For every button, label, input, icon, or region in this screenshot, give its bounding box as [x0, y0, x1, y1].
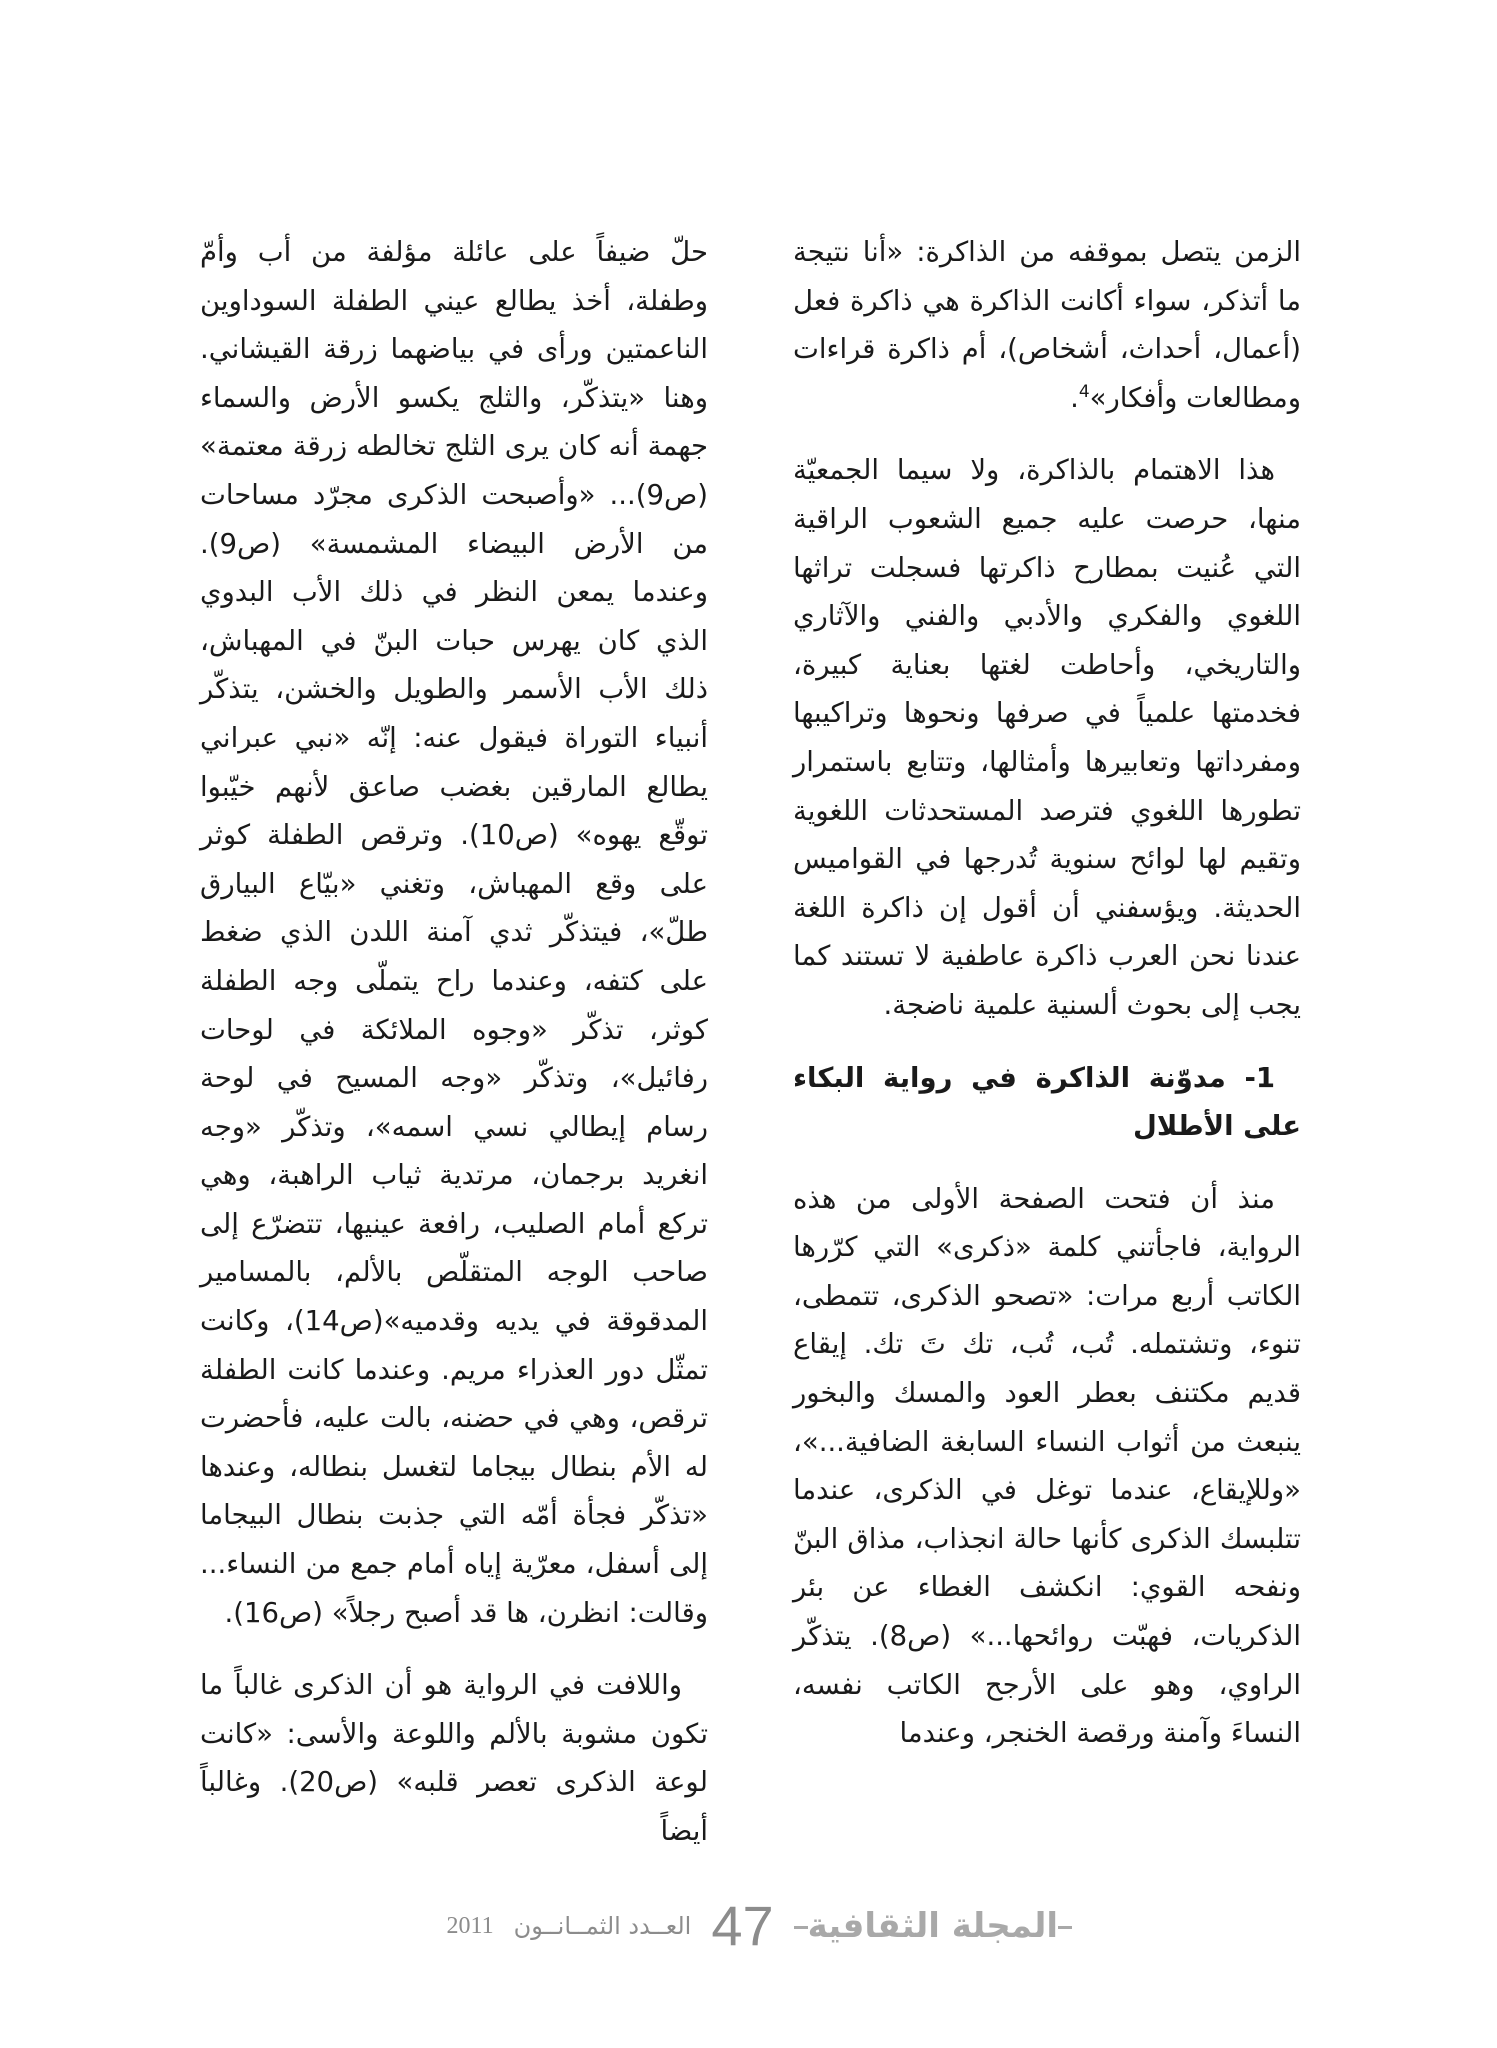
- magazine-name: [794, 1906, 1072, 1946]
- right-column: [793, 228, 1301, 1782]
- paragraph: واللافت في الرواية هو أن الذكرى غالباً ما تكون مشوبة بالألم واللوعة والأسى: «كانت لوعة الذكرى تعصر قلبه» (ص20). وغالباً أيضاً: [200, 1669, 709, 1847]
- paragraph-end: .: [1070, 381, 1079, 414]
- left-column: [200, 228, 708, 1880]
- paragraph: [793, 228, 1301, 422]
- page-number: 47: [711, 1894, 774, 1957]
- paragraph: حلّ ضيفاً على عائلة مؤلفة من أب وأمّ وطفلة، أخذ يطالع عيني الطفلة السوداوين الناعمتين ورأى في بياضهما زرقة القيشاني. وهنا «يتذكّر، والثلج يكسو الأرض والسماء جهمة أنه كان يرى الثلج تخالطه زرقة معتمة» (ص9)... «وأصبحت الذكرى مجرّد مساحات من الأرض البيضاء المشمسة» (ص9). وعندما يمعن النظر في ذلك الأب البدوي الذي كان يهرس حبات البنّ في المهباش، ذلك الأب الأسمر والطويل والخشن، يتذكّر أنبياء التوراة فيقول عنه: إنّه «نبي عبراني يطالع المارقين بغضب صاعق لأنهم خيّبوا توقّع يهوه» (ص10). وترقص الطفلة كوثر على وقع المهباش، وتغني «بيّاع البيارق طلّ»، فيتذكّر ثدي آمنة اللدن الذي ضغط على كتفه، وعندما راح يتملّى وجه الطفلة كوثر، تذكّر «وجوه الملائكة في لوحات رفائيل»، وتذكّر «وجه المسيح في لوحة رسام إيطالي نسي اسمه»، وتذكّر «وجه انغريد برجمان، مرتدية ثياب الراهبة، وهي تركع أمام الصليب، رافعة عينيها، تتضرّع إلى صاحب الوجه المتقلّص بالألم، بالمسامير المدقوقة في يديه وقدميه»(ص14)، وكانت تمثّل دور العذراء مريم. وعندما كانت الطفلة ترقص، وهي في حضنه، بالت عليه، فأحضرت له الأم بنطال بيجاما لتغسل بنطاله، وعندها «تذكّر فجأة أمّه التي جذبت بنطال البيجاما إلى أسفل، معرّية إياه أمام جمع من النساء... وقالت: انظرن، ها قد أصبح رجلاً» (ص16).: [200, 236, 708, 1629]
- decorative-rule: [1058, 1926, 1072, 1929]
- section-heading: 1- مدوّنة الذاكرة في رواية البكاء على الأطلال: [793, 1061, 1301, 1143]
- footnote-marker: 4: [1078, 381, 1090, 402]
- footer-content: [446, 1894, 1072, 1957]
- decorative-rule: [794, 1926, 808, 1929]
- page-footer: [0, 1894, 1497, 1958]
- magazine-name-text: المجلة الثقافية: [807, 1906, 1058, 1946]
- issue-label: العــدد الثمــانــون: [513, 1912, 692, 1940]
- paragraph: منذ أن فتحت الصفحة الأولى من هذه الرواية، فاجأتني كلمة «ذكرى» التي كرّرها الكاتب أربع مرات: «تصحو الذكرى، تتمطى، تنوء، وتشتمله. تُب، تُب، تك تَ تك. إيقاع قديم مكتنف بعطر العود والمسك والبخور ينبعث من أثواب النساء السابغة الضافية...»، «وللإيقاع، عندما توغل في الذكرى، عندما تتلبسك الذكرى كأنها حالة انجذاب، مذاق البنّ ونفحه القوي: انكشف الغطاء عن بئر الذكريات، فهبّت روائحها...» (ص8). يتذكّر الراوي، وهو على الأرجح الكاتب نفسه، النساءَ وآمنة ورقصة الخنجر، وعندما: [793, 1182, 1301, 1750]
- paragraph-text: الزمن يتصل بموقفه من الذاكرة: «أنا نتيجة ما أتذكر، سواء أكانت الذاكرة هي ذاكرة فعل (أعمال، أحداث، أشخاص)، أم ذاكرة قراءات ومطالعات وأفكار»: [793, 236, 1301, 414]
- issue-year: 2011: [446, 1912, 494, 1939]
- paragraph: هذا الاهتمام بالذاكرة، ولا سيما الجمعيّة منها، حرصت عليه جميع الشعوب الراقية التي عُنيت بمطارح ذاكرتها فسجلت تراثها اللغوي والفكري والأدبي والفني والآثاري والتاريخي، وأحاطت لغتها بعناية كبيرة، فخدمتها علمياً في صرفها ونحوها وتراكيبها ومفرداتها وتعابيرها وأمثالها، وتتابع باستمرار تطورها اللغوي فترصد المستحدثات اللغوية وتقيم لها لوائح سنوية تُدرجها في القواميس الحديثة. ويؤسفني أن أقول إن ذاكرة اللغة عندنا نحن العرب ذاكرة عاطفية لا تستند كما يجب إلى بحوث ألسنية علمية ناضجة.: [793, 454, 1301, 1021]
